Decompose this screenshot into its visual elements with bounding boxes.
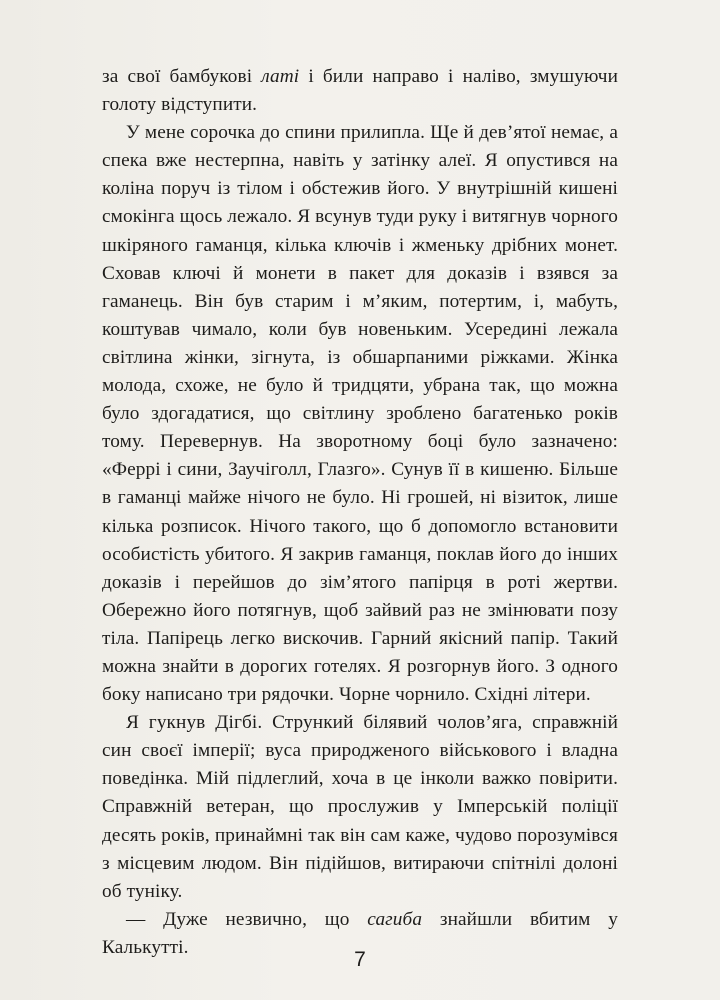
text-run: за свої бамбукові (102, 66, 262, 87)
text-run: Я гукнув Дігбі. Стрункий білявий чолов’яга, справжній син своєї імперії; вуса природженого військового і владна поведінка. Мій підлеглий, хоча в це інколи важко повірити. Справжній ветеран, що прослужив у Імперській поліції десять років, принаймні так він сам каже, чудово порозумівся з місцевим людом. Він підійшов, витираючи спітнілі долоні об туніку. (102, 712, 618, 902)
text-run: знайшли вбитим у Калькутті. (102, 908, 618, 958)
paragraph-1 (102, 63, 618, 119)
text-run: і били направо і наліво, змушуючи голоту відступити. (102, 66, 618, 116)
body-text (102, 63, 618, 962)
italic-word: латі (261, 66, 300, 87)
text-run: У мене сорочка до спини прилипла. Ще й дев’ятої немає, а спека вже нестерпна, навіть у затінку алеї. Я опустився на коліна поруч із тілом і обстежив його. У внутрішній кишені смокінга щось лежало. Я всунув туди руку і витягнув чорного шкіряного гаманця, кілька ключів і жменьку дрібних монет. Сховав ключі й монети в пакет для доказів і взявся за гаманець. Він був старим і м’яким, потертим, і, мабуть, коштував чимало, коли був новеньким. Усередині лежала світлина жінки, зігнута, із обшарпаними ріжками. Жінка молода, схоже, не було й тридцяти, убрана так, що можна було здогадатися, що світлину зроблено багатенько років тому. Перевернув. На зворотному боці було зазначено: «Феррі і сини, Заучіголл, Глазго». Сунув її в кишеню. Більше в гаманці майже нічого не було. Ні грошей, ні візиток, лише кілька розписок. Нічого такого, що б допомогло встановити особистість убитого. Я закрив гаманця, поклав його до інших доказів і перейшов до зім’ятого папірця в роті жертви. Обережно його потягнув, щоб зайвий раз не змінювати позу тіла. Папірець легко вискочив. Гарний якісний папір. Такий можна знайти в дорогих готелях. Я розгорнув його. З одного боку написано три рядочки. Чорне чорнило. Східні літери. (102, 122, 618, 706)
text-run: — Дуже незвично, що (126, 908, 368, 930)
paragraph-2 (102, 119, 618, 709)
paragraph-3 (102, 709, 618, 906)
italic-word: сагиба (367, 908, 423, 930)
page-number: 7 (354, 948, 366, 971)
